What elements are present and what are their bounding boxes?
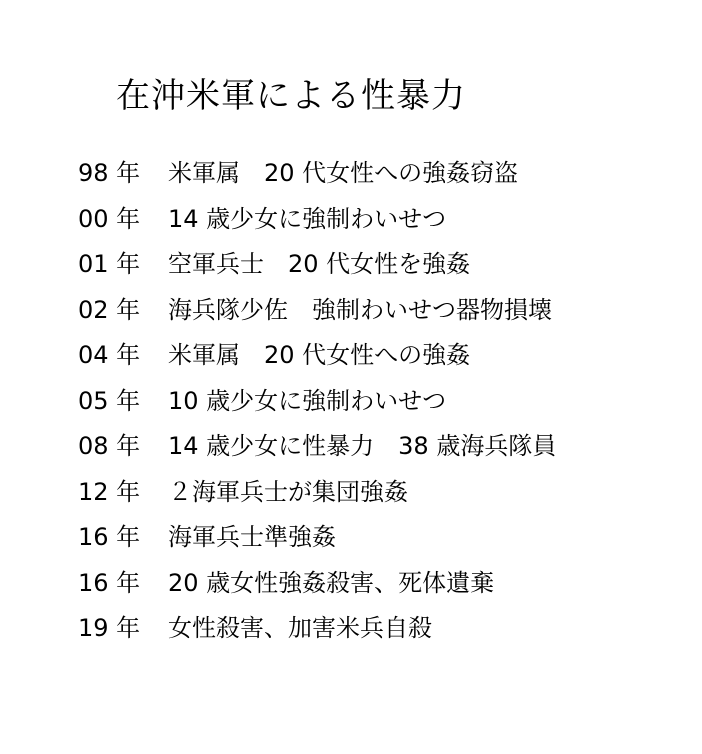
incident-description: 14 歳少女に強制わいせつ bbox=[168, 204, 447, 233]
incident-description: 海兵隊少佐 強制わいせつ器物損壊 bbox=[168, 295, 552, 324]
incident-year: 98 年 bbox=[78, 159, 141, 188]
incident-description: 空軍兵士 20 代女性を強姦 bbox=[168, 250, 471, 279]
incident-year: 08 年 bbox=[78, 432, 141, 461]
list-item bbox=[78, 421, 556, 467]
list-item bbox=[78, 194, 556, 240]
incident-description: 14 歳少女に性暴力 38 歳海兵隊員 bbox=[168, 432, 557, 461]
incident-description: 米軍属 20 代女性への強姦 bbox=[168, 341, 471, 370]
list-item bbox=[78, 148, 556, 194]
incident-description: 20 歳女性強姦殺害、死体遺棄 bbox=[168, 568, 495, 597]
incident-year: 16 年 bbox=[78, 523, 141, 552]
incident-description: ２海軍兵士が集団強姦 bbox=[168, 477, 408, 506]
list-item bbox=[78, 558, 556, 604]
list-item bbox=[78, 376, 556, 422]
list-item bbox=[78, 285, 556, 331]
incident-year: 02 年 bbox=[78, 295, 141, 324]
list-item bbox=[78, 239, 556, 285]
list-item bbox=[78, 330, 556, 376]
incident-year: 05 年 bbox=[78, 386, 141, 415]
incident-list bbox=[78, 148, 556, 649]
incident-year: 00 年 bbox=[78, 204, 141, 233]
incident-description: 海軍兵士準強姦 bbox=[168, 523, 336, 552]
incident-year: 12 年 bbox=[78, 477, 141, 506]
page-title: 在沖米軍による性暴力 bbox=[116, 76, 466, 116]
incident-year: 04 年 bbox=[78, 341, 141, 370]
incident-description: 女性殺害、加害米兵自殺 bbox=[168, 614, 432, 643]
incident-description: 10 歳少女に強制わいせつ bbox=[168, 386, 447, 415]
incident-year: 01 年 bbox=[78, 250, 141, 279]
list-item bbox=[78, 603, 556, 649]
incident-year: 19 年 bbox=[78, 614, 141, 643]
list-item bbox=[78, 512, 556, 558]
list-item bbox=[78, 467, 556, 513]
incident-description: 米軍属 20 代女性への強姦窃盗 bbox=[168, 159, 519, 188]
incident-year: 16 年 bbox=[78, 568, 141, 597]
